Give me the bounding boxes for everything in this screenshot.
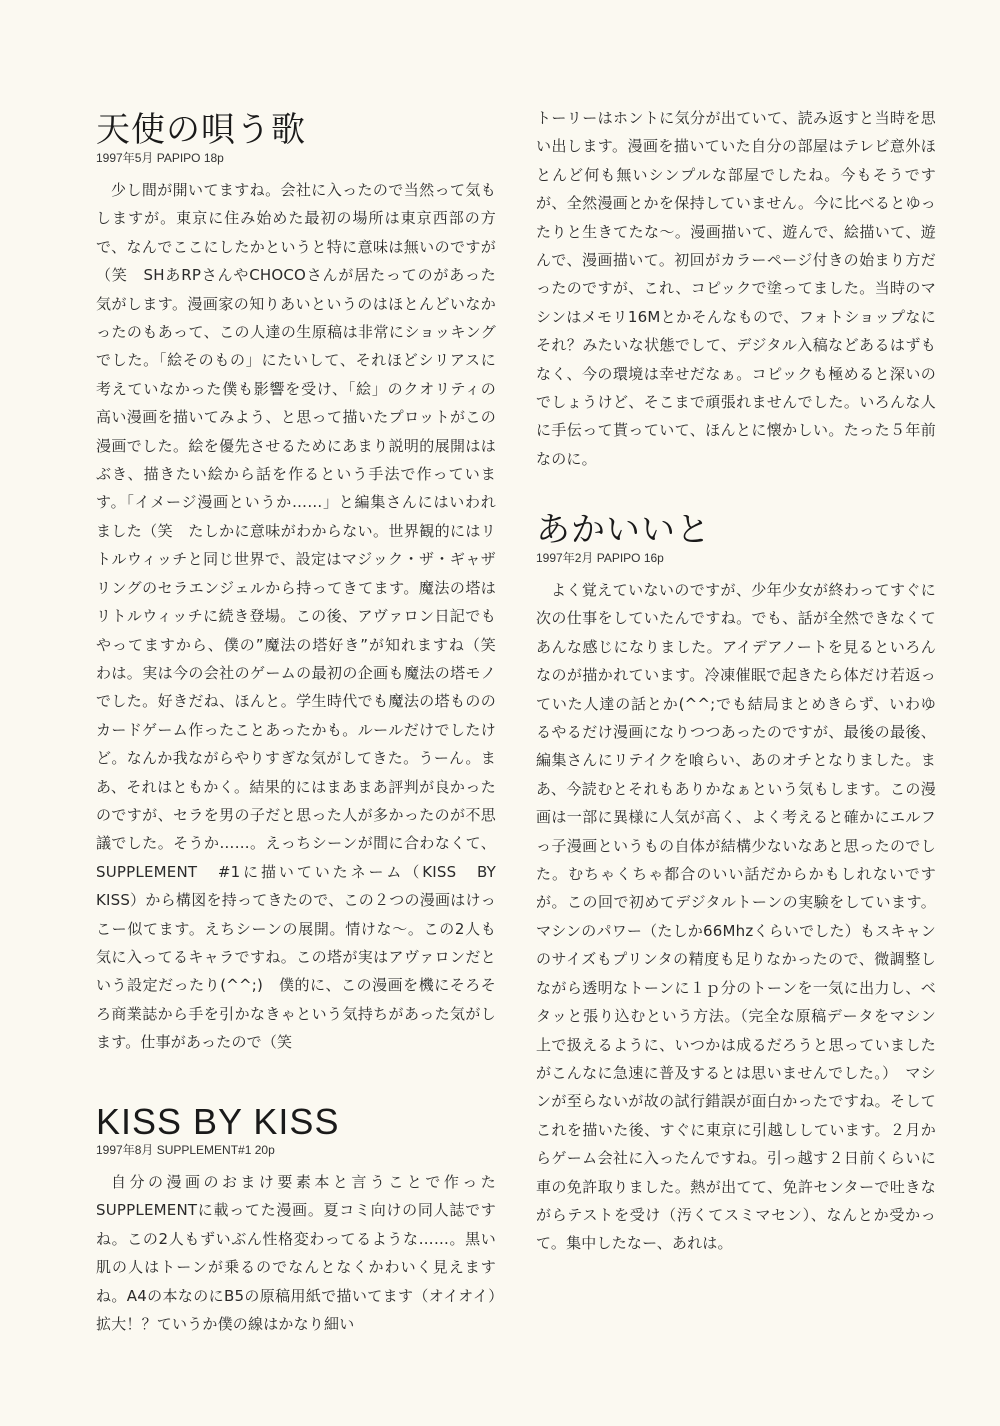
section-body: 少し間が開いてますね。会社に入ったので当然って気もしますが。東京に住み始めた最初の場所は東京西部の方で、なんでここにしたかというと特に意味は無いのですが（笑 SHあRPさんやCHOCOさんが居たってのがあった気がします。漫画家の知りあいというのはほとんどいなかったのもあって、この人達の生原稿は非常にショッキングでした。「絵そのもの」にたいして、それほどシリアスに考えていなかった僕も影響を受け、「絵」のクオリティの高い漫画を描いてみよう、と思って描いたプロットがこの漫画でした。絵を優先させるためにあまり説明的展開ははぶき、描きたい絵から話を作るという手法で作っています。「イメージ漫画というか……」と編集さんにはいわれました（笑 たしかに意味がわからない。世界観的にはリトルウィッチと同じ世界で、設定はマジック・ザ・ギャザリングのセラエンジェルから持ってきてます。魔法の塔はリトルウィッチに続き登場。この後、アヴァロン日記でもやってますから、僕の”魔法の塔好き”が知れますね（笑 わは。実は今の会社のゲームの最初の企画も魔法の塔モノでした。好きだね、ほんと。学生時代でも魔法の塔もののカードゲーム作ったことあったかも。ルールだけでしたけど。なんか我ながらやりすぎな気がしてきた。うーん。まあ、それはともかく。結果的にはまあまあ評判が良かったのですが、セラを男の子だと思った人が多かったのが不思議でした。そうか……。えっちシーンが間に合わなくて、SUPPLEMENT #1に描いていたネーム（KISS BY KISS）から構図を持ってきたので、この２つの漫画はけっこー似てます。えちシーンの展開。情けな～。この2人も気に入ってるキャラですね。この塔が実はアヴァロンだという設定だったり(^^;) 僕的に、この漫画を機にそろそろ商業誌から手を引かなきゃという気持ちがあった気がします。仕事があったので（笑 bbox=[96, 181, 512, 1052]
section-meta: 1997年5月 PAPIPO 18p bbox=[96, 151, 224, 165]
section-title: あかいいと bbox=[536, 510, 711, 550]
section-body-continued: トーリーはホントに気分が出ていて、読み返すと当時を思い出します。漫画を描いていた自分の部屋はテレビ意外ほとんど何も無いシンプルな部屋でしたね。今もそうですが、全然漫画とかを保持していません。今に比べるとゆったりと生きてたな～。漫画描いて、遊んで、絵描いて、遊んで、漫画描いて。初回がカラーページ付きの始まり方だったのですが、これ、コピックで塗ってました。当時のマシンはメモリ16Mとかそんなもので、フォトショップなにそれ？みたいな状態でして、デジタル入稿などあるはずもなく、今の環境は幸せだなぁ。コピックも極めると深いのでしょうけど、そこまで頑張れませんでした。いろんな人に手伝って貰っていて、ほんとに懐かしい。たった５年前なのに。 bbox=[536, 109, 936, 468]
section-body: よく覚えていないのですが、少年少女が終わってすぐに次の仕事をしていたんですね。でも、話が全然できなくてあんな感じになりました。アイデアノートを見るといろんなのが描かれています。冷凍催眠で起きたら体だけ若返っていた人達の話とか(^^;でも結局まとめきらず、いわゆるやるだけ漫画になりつつあったのですが、最後の最後、編集さんにリテイクを喰らい、あのオチとなりました。まあ、今読むとそれもありかなぁという気もします。この漫画は一部に異様に人気が高く、よく考えると確かにエルフっ子漫画というもの自体が結構少ないなあと思ったのでした。むちゃくちゃ都合のいい話だからかもしれないですが。この回で初めてデジタルトーンの実験をしています。マシンのパワー（たしか66Mhzくらいでした）もスキャンのサイズもプリンタの精度も足りなかったので、微調整しながら透明なトーンに１ｐ分のトーンを一気に出力し、ベタッと張り込むという方法。（完全な原稿データをマシン上で扱えるように、いつかは成るだろうと思っていましたがこんなに急速に普及するとは思いませんでした。） マシンが至らないが故の試行錯誤が面白かったですね。そしてこれを描いた後、すぐに東京に引越ししています。２月からゲーム会社に入ったんですね。引っ越す２日前くらいに車の免許取りました。熱が出てて、免許センターで吐きながらテストを受け（汚くてスミマセン）、なんとか受かって。集中したなー、あれは。 bbox=[536, 581, 936, 1253]
section-tenshi bbox=[96, 110, 512, 1057]
section-body: 自分の漫画のおまけ要素本と言うことで作ったSUPPLEMENTに載ってた漫画。夏コミ向けの同人誌ですね。この2人もずいぶん性格変わってるような……。黒い肌の人はトーンが乗るのでなんとなくかわいく見えますね。A4の本なのにB5の原稿用紙で描いてます（オイオイ） 拡大！？ていうか僕の線はかなり細い bbox=[96, 1173, 512, 1334]
section-akaiito bbox=[536, 510, 936, 1258]
section-title: KISS BY KISS bbox=[96, 1101, 340, 1142]
section-kiss-by-kiss bbox=[96, 1101, 512, 1338]
section-meta: 1997年2月 PAPIPO 16p bbox=[536, 551, 664, 565]
section-kiss-continued bbox=[536, 104, 936, 473]
section-title: 天使の唄う歌 bbox=[96, 110, 306, 150]
section-meta: 1997年8月 SUPPLEMENT#1 20p bbox=[96, 1143, 275, 1157]
